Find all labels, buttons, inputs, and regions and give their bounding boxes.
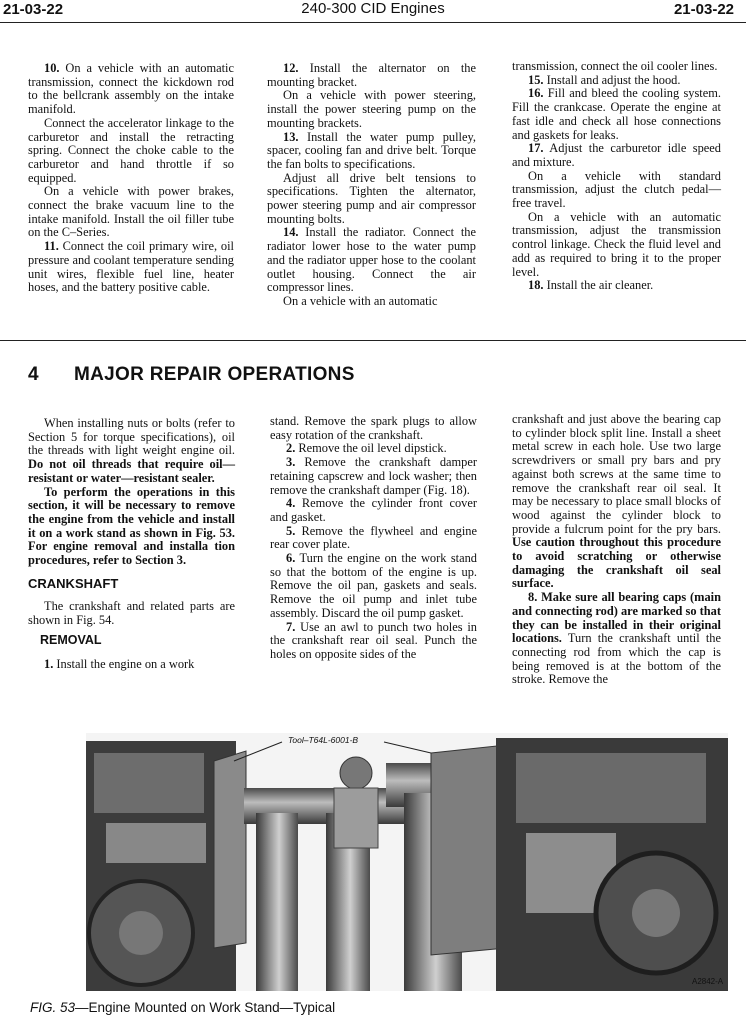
step-17-transmission: On a vehicle with an automatic transmission, adjust the transmission control linkage. Check the fluid level and add as required to bring it to the proper level.: [512, 209, 721, 279]
step-18: 18. Install the air cleaner.: [528, 278, 654, 293]
figure-caption: [30, 1000, 335, 1015]
section-heading: [28, 364, 355, 386]
top-column-1: [28, 62, 234, 295]
bottom-column-3: [512, 413, 721, 687]
step-13: 13. Install the water pump pulley, spacer, cooling fan and drive belt. Torque the fan bolts to specifications.: [267, 129, 476, 171]
step-12: 12. Install the alternator on the mounting bracket.: [267, 61, 476, 89]
removal-step-1: 1. Install the engine on a work: [44, 656, 195, 671]
step-11: 11. Connect the coil primary wire, oil pressure and coolant temperature sending unit wires, flexible fuel line, heater hoses, and the battery positive cable.: [28, 239, 234, 295]
removal-step-5: 5. Remove the flywheel and engine rear cover plate.: [270, 523, 477, 552]
removal-step-7-continued: crankshaft and just above the bearing cap to cylinder block split line. Install a sheet metal screw in each hole. Use two large screwdrivers or small pry bars and pry against both screws at the same time to remove the crankshaft rear oil seal. It may be necessary to place small blocks of wood against the cylinder block to provide a fulcrum point for the pry bars. Use caution throughout this procedure to avoid scratching or otherwise damaging the crankshaft oil seal surface.: [512, 412, 721, 591]
figure-id: A2842-A: [692, 977, 724, 986]
section-number: 4: [28, 364, 39, 385]
step-14: 14. Install the radiator. Connect the radiator lower hose to the water pump and the radiator upper hose to the coolant outlet housing. Connect the air compressor lines.: [267, 225, 476, 295]
removal-step-6: 6. Turn the engine on the work stand so that the bottom of the engine is up. Remove the oil pan, gaskets and seals. Remove the oil pump and inlet tube assembly. Discard the oil pump gasket.: [270, 551, 477, 620]
removal-step-8: 8. Make sure all bearing caps (main and connecting rod) are marked so that they can be installed in their original locations. Turn the crankshaft until the connecting rod from which the cap is being removed is at the bottom of the stroke. Remove the: [512, 590, 721, 687]
removal-heading: REMOVAL: [40, 632, 102, 647]
removal-step-3: 3. Remove the crankshaft damper retaining capscrew and lock washer; then remove the crankshaft damper (Fig. 18).: [270, 455, 477, 497]
torque-note: When installing nuts or bolts (refer to Section 5 for torque specifications), oil the threads with light weight engine oil. Do not oil threads that require oil—resistant or water—resistant sealer.: [28, 416, 235, 485]
step-14-automatic: On a vehicle with an automatic: [283, 293, 438, 308]
section-rule: [0, 340, 746, 341]
removal-step-4: 4. Remove the cylinder front cover and gasket.: [270, 496, 477, 524]
top-column-3: [512, 60, 721, 293]
section-title: MAJOR REPAIR OPERATIONS: [74, 364, 355, 385]
step-10-brakes: On a vehicle with power brakes, connect the brake vacuum line to the intake manifold. Install the oil filler tube on the C–Series.: [28, 184, 234, 240]
page-number-left: 21-03-22: [3, 1, 64, 18]
step-17: 17. Adjust the carburetor idle speed and mixture.: [512, 141, 721, 169]
step-13-belts: Adjust all drive belt tensions to specifications. Tighten the alternator, power steering pump and air compressor mounting bolts.: [267, 170, 476, 226]
top-column-2: [267, 62, 476, 309]
step-14-continued: transmission, connect the oil cooler lines.: [512, 59, 718, 73]
page-header: [0, 0, 746, 24]
step-10: 10. On a vehicle with an automatic transmission, connect the kickdown rod to the bellcrank assembly on the intake manifold.: [28, 61, 234, 117]
removal-step-7: 7. Use an awl to punch two holes in the crankshaft rear oil seal. Punch the holes on opposite sides of the: [270, 619, 477, 661]
tool-callout-label: Tool–T64L-6001-B: [288, 735, 359, 745]
step-17-clutch: On a vehicle with standard transmission, adjust the clutch pedal—free travel.: [512, 168, 721, 211]
running-title: 240-300 CID Engines: [301, 0, 445, 17]
engine-work-stand-photo: [86, 733, 728, 991]
step-12-steering: On a vehicle with power steering, install the power steering pump on the mounting brackets.: [267, 88, 476, 130]
page-number-right: 21-03-22: [673, 1, 734, 18]
crankshaft-intro: The crankshaft and related parts are shown in Fig. 54.: [28, 599, 235, 628]
step-10-accelerator: Connect the accelerator linkage to the carburetor and install the retracting spring. Connect the choke cable to the carburetor and hand throttle if so equipped.: [28, 115, 234, 185]
removal-step-2: 2. Remove the oil level dipstick.: [286, 441, 447, 456]
step-15: 15. Install and adjust the hood.: [528, 72, 681, 87]
bottom-column-2: [270, 415, 477, 662]
crankshaft-heading: CRANKSHAFT: [28, 575, 119, 591]
bottom-column-1: [28, 417, 235, 671]
removal-step-1-continued: stand. Remove the spark plugs to allow easy rotation of the crankshaft.: [270, 414, 477, 442]
figure-number: FIG. 53: [30, 1000, 76, 1015]
step-16: 16. Fill and bleed the cooling system. Fill the crankcase. Operate the engine at fast idle and check all hose connections and gaskets for leaks.: [512, 86, 721, 142]
header-rule: [0, 22, 746, 23]
figure-caption-text: —Engine Mounted on Work Stand—Typical: [75, 1000, 336, 1015]
work-stand-note: To perform the operations in this section, it will be necessary to remove the engine from the vehicle and install it on a work stand as shown in Fig. 53. For engine removal and installa tion procedures, refer to Section 3.: [28, 484, 235, 568]
